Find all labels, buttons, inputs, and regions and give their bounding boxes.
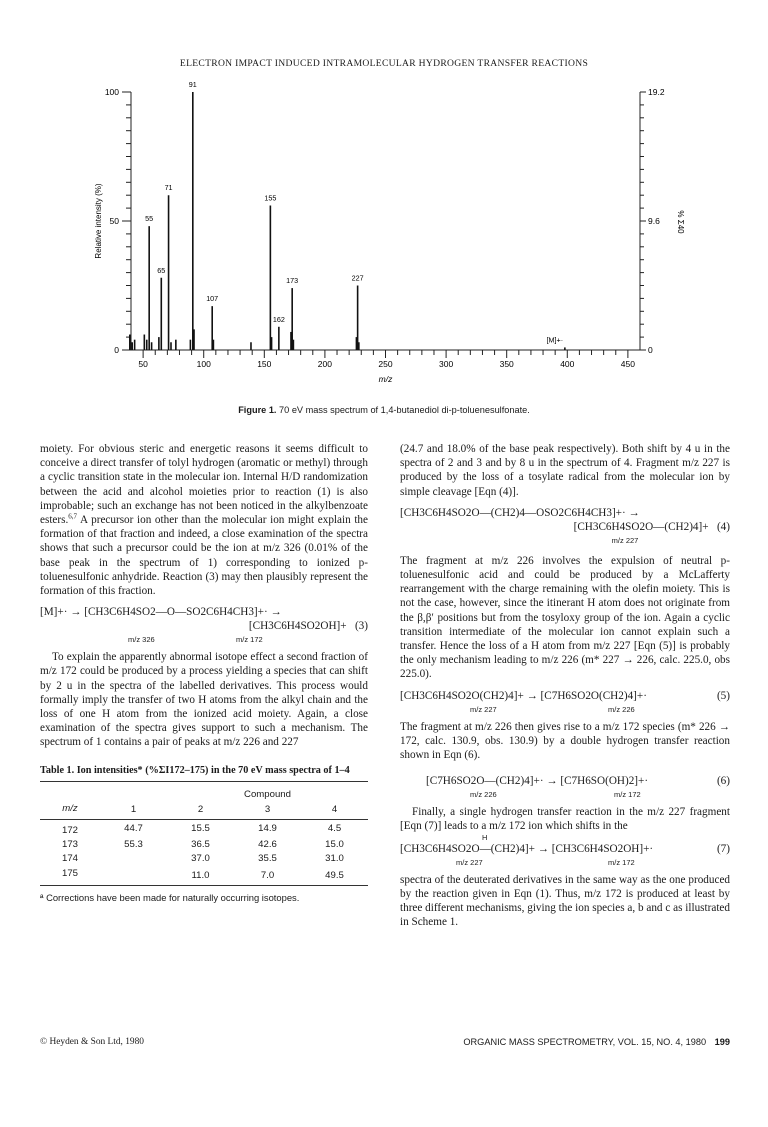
equation-4-number: (4) — [716, 520, 730, 533]
table-header-mz: m/z — [62, 802, 78, 814]
equation-7-mz-right: m/z 172 — [608, 857, 635, 867]
peak-label-173: 173 — [286, 276, 299, 286]
table-cell — [100, 852, 167, 866]
equation-5-number: (5) — [716, 689, 730, 702]
table-row — [40, 838, 368, 852]
equation-4 — [400, 506, 730, 548]
y-tick-label-left: 0 — [114, 345, 119, 355]
table-cell: 172 — [61, 825, 78, 837]
table-cell: 14.9 — [258, 823, 277, 835]
table-cell: 173 — [61, 839, 78, 851]
peak-label-227: 227 — [351, 273, 364, 283]
equation-6-mz-right: m/z 172 — [614, 790, 641, 800]
equation-6-number: (6) — [716, 775, 730, 788]
left-paragraph-1-text: moiety. For obvious steric and energetic reasons it seems difficult to conceive a direct transfer of tolyl hydrogen (aromatic or methyl) through a cyclic transition state in the molecular ion. Internal H/D randomization between the acid and alcohol moieties prior to reaction (1) is also improbable; such an exchange has not been noticed in the alkylbenzoate esters. — [40, 443, 368, 527]
running-head: ELECTRON IMPACT INDUCED INTRAMOLECULAR HYDROGEN TRANSFER REACTIONS — [179, 58, 589, 69]
equation-6-line — [400, 774, 730, 788]
table-header-3: 3 — [264, 804, 271, 816]
table-cell: 35.5 — [258, 853, 277, 865]
y-tick-label-right: 9.6 — [648, 216, 660, 226]
table-cell: 44.7 — [124, 823, 143, 835]
right-paragraph-5: spectra of the deuterated derivatives in the same way as the one produced by the reaction given in Eqn (1). Thus, m/z 172 is produced at least by three different mechanisms, giving the ion species a, b and c as illustrated in Scheme 1. — [400, 873, 730, 929]
left-column — [40, 442, 368, 905]
y-axis-label: Relative intensity (%) — [94, 183, 103, 259]
x-tick-label: 300 — [439, 359, 454, 369]
equation-6-text: [C7H6SO2O—(CH2)4]+· → [C7H6SO(OH)2]+· — [426, 775, 649, 788]
table-cell: 7.0 — [260, 869, 275, 881]
x-tick-label: 150 — [257, 359, 272, 369]
table-cell: 175 — [61, 867, 78, 879]
table-cell: 174 — [61, 853, 78, 865]
peak-label-55: 55 — [145, 214, 154, 224]
equation-4-line-1: [CH3C6H4SO2O—(CH2)4—OSO2C6H4CH3]+· → — [400, 506, 640, 519]
right-paragraph-2: The fragment at m/z 226 involves the expulsion of neutral p-toluenesulfonic acid and could be produced by a McLafferty rearrangement with the charge remaining with the olefin moiety. This is not the case, however, since the itinerant H atom does not originate from the β,β′ positions but from the tosyloxy group of the ion. Again a cyclic transition intermediate of the molecular ion cannot explain such a transfer. Hence the loss of a H atom from m/z 227 [Eqn (5)] is probably the only mechanism leading to m/z 226 (m* 227 → 226, calc. 225.0, obs 225.0). — [400, 554, 730, 681]
right-paragraph-4: Finally, a single hydrogen transfer reaction in the m/z 227 fragment [Eqn (7)] leads to a m/z 172 ion which shifts in the — [400, 806, 730, 833]
right-column — [400, 442, 730, 929]
equation-7-number: (7) — [716, 842, 730, 855]
equation-5-subscripts — [400, 703, 730, 714]
equation-5 — [400, 689, 730, 714]
equation-5-mz-left: m/z 227 — [470, 704, 497, 714]
mass-spectrum-chart — [0, 0, 768, 405]
equation-7-subscripts — [400, 856, 730, 867]
x-axis-label: m/z — [378, 374, 393, 384]
equation-4-line-2 — [400, 520, 730, 534]
equation-3-line-2 — [40, 619, 368, 633]
figure-caption — [0, 405, 768, 415]
equation-7-mz-left: m/z 227 — [456, 857, 483, 867]
left-paragraph-2: To explain the apparently abnormal isotope effect a second fraction of m/z 172 could be produced by a process yielding a species that can shift by 2 u in the spectra of the labelled derivatives. This process would formally imply the transfer of two H atoms from the alkyl chain and the loss of one H atom from the ionized acid moiety. Again, a close examination of the spectra gives support to such a mechanism. The spectrum of 1 contains a pair of peaks at m/z 226 and 227 — [40, 651, 368, 749]
x-tick-label: 250 — [378, 359, 393, 369]
peak-label-91: 91 — [188, 80, 197, 89]
equation-5-mz-right: m/z 226 — [608, 704, 635, 714]
table-cell — [100, 867, 167, 886]
left-paragraph-1-cont: A precursor ion other than the molecular ion might explain the formation of that fraction and indeed, a close examination of the spectra shows that such a precursor could be the ion at m/z 326 (0.01% of the base peak in the spectrum of 1) corresponding to ionized p-toluenesulfonic anhydride. Reaction (3) may then plausibly represent the formation of this fraction. — [40, 514, 368, 598]
table-cell: 15.5 — [191, 823, 210, 835]
table-title: Table 1. Ion intensities* (%ΣI172–175) in the 70 eV mass spectra of 1–4 — [40, 764, 350, 776]
right-paragraph-1: (24.7 and 18.0% of the base peak respectively). Both shift by 4 u in the spectra of 2 and 3 and by 8 u in the spectrum of 4. Fragment m/z 227 is produced by the loss of a tosylate radical from the molecular ion by simple cleavage [Eqn (4)]. — [400, 443, 730, 498]
table-cell: 11.0 — [191, 869, 210, 881]
table-footnote: ª Corrections have been made for naturally occurring isotopes. — [40, 891, 300, 903]
y-tick-label-left: 100 — [104, 87, 119, 97]
y-tick-label-right: 19.2 — [648, 87, 665, 97]
journal-footer — [463, 1037, 730, 1047]
peak-label-398: [M]+· — [546, 335, 564, 345]
equation-3-line-1: [M]+· → [CH3C6H4SO2—O—SO2C6H4CH3]+· → — [40, 606, 282, 619]
x-tick-label: 200 — [317, 359, 332, 369]
equation-7-line — [400, 842, 730, 856]
equation-3 — [40, 605, 368, 644]
equation-3-mz-right: m/z 172 — [236, 635, 263, 645]
equation-7-h-marker: H — [482, 832, 488, 842]
equation-4-mz: m/z 227 — [611, 535, 639, 545]
table-compound-header: Compound — [244, 788, 291, 800]
equation-3-number: (3) — [354, 620, 368, 633]
equation-5-line — [400, 689, 730, 703]
equation-5-text: [CH3C6H4SO2O(CH2)4]+ → [C7H6SO2O(CH2)4]+· — [400, 689, 647, 702]
table-row — [40, 867, 368, 886]
x-tick-label: 400 — [560, 359, 575, 369]
reference-marker: 6,7 — [68, 512, 78, 521]
peak-label-155: 155 — [264, 193, 277, 203]
equation-6-subscripts — [400, 788, 730, 799]
table-row — [40, 852, 368, 866]
peak-label-107: 107 — [206, 294, 219, 304]
equation-3-product: [CH3C6H4SO2OH]+ — [248, 620, 347, 633]
table-cell: 49.5 — [325, 869, 344, 881]
x-tick-label: 50 — [138, 359, 148, 369]
table-cell: 42.6 — [258, 839, 277, 851]
x-tick-label: 450 — [620, 359, 635, 369]
figure-caption-text: 70 eV mass spectrum of 1,4-butanediol di-p-toluenesulfonate. — [279, 405, 530, 415]
right-y-axis-label: % Σ40 — [676, 210, 685, 234]
journal-citation: ORGANIC MASS SPECTROMETRY, VOL. 15, NO. 4, 1980 — [463, 1037, 707, 1047]
equation-6-mz-left: m/z 226 — [470, 790, 497, 800]
figure-caption-label: Figure 1. — [238, 405, 277, 415]
table-cell: 37.0 — [191, 853, 210, 865]
table-header-1: 1 — [130, 804, 137, 816]
left-paragraph-1 — [40, 442, 368, 598]
table-cell: 4.5 — [327, 823, 342, 835]
equation-7-text: [CH3C6H4SO2O—(CH2)4]+ → [CH3C6H4SO2OH]+· — [400, 842, 654, 855]
table-row — [40, 820, 368, 839]
equation-4-product: [CH3C6H4SO2O—(CH2)4]+ — [573, 520, 709, 533]
peak-label-71: 71 — [164, 183, 173, 193]
x-tick-label: 350 — [499, 359, 514, 369]
y-tick-label-right: 0 — [648, 345, 653, 355]
equation-6 — [400, 774, 730, 799]
peak-label-65: 65 — [157, 265, 166, 275]
x-tick-label: 100 — [196, 359, 211, 369]
ion-intensity-table — [40, 781, 368, 886]
equation-3-subscripts — [40, 633, 368, 644]
right-paragraph-3: The fragment at m/z 226 then gives rise to a m/z 172 species (m* 226 → 172, calc. 130.9, obs. 130.9) by a double hydrogen transfer reaction shown in Eqn (6). — [400, 720, 730, 762]
y-tick-label-left: 50 — [109, 216, 119, 226]
table-header-4: 4 — [331, 804, 338, 816]
peak-label-162: 162 — [272, 314, 285, 324]
table-cell: 31.0 — [325, 853, 344, 865]
equation-7 — [400, 834, 730, 867]
equation-3-mz-left: m/z 326 — [128, 635, 155, 645]
table-cell: 55.3 — [124, 839, 143, 851]
page-number: 199 — [714, 1037, 730, 1047]
table-cell: 36.5 — [191, 839, 210, 851]
copyright-footer: © Heyden & Son Ltd, 1980 — [40, 1037, 144, 1047]
table-cell: 15.0 — [325, 839, 344, 851]
table-header-2: 2 — [197, 804, 204, 816]
